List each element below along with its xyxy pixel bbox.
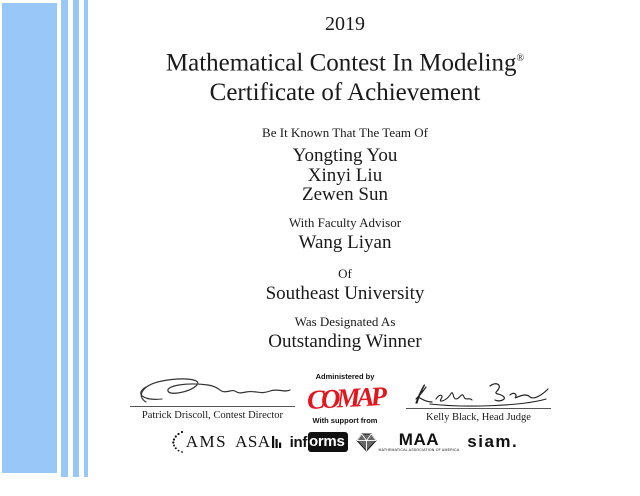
asa-logo (235, 432, 282, 452)
comap-logo: COMAP (306, 381, 384, 415)
maa-gem-icon (356, 433, 377, 452)
band-wide (2, 3, 57, 473)
siam-logo: siam. (467, 432, 519, 451)
of-label: Of (338, 266, 352, 282)
advisor-intro: With Faculty Advisor (288, 214, 402, 230)
contest-title (50, 44, 640, 78)
contest-director-signature-block (130, 374, 295, 422)
contest-director-name: Patrick Driscoll, Contest Director (141, 410, 284, 421)
team-member-1: Yongting You (292, 145, 398, 167)
black-signature-image (406, 378, 551, 410)
ams-text: AMS (185, 432, 228, 451)
team-member-2: Xinyi Liu (307, 164, 383, 186)
signature-line (406, 408, 551, 409)
ams-laurel-icon (172, 430, 185, 454)
signature-line (130, 406, 295, 407)
administered-by-label: Administered by (315, 372, 375, 381)
informs-box-text: orms (308, 432, 347, 452)
team-intro: Be It Known That The Team Of (262, 125, 428, 141)
asa-bars-icon (271, 433, 282, 451)
comap-block (275, 372, 415, 425)
certificate-content (50, 12, 640, 351)
maa-logo (356, 431, 460, 453)
ams-logo (172, 430, 227, 454)
contest-title-text: Mathematical Contest In Modeling (165, 49, 517, 77)
institution-name: Southeast University (265, 283, 425, 305)
team-member-3: Zewen Sun (301, 184, 388, 206)
head-judge-name: Kelly Black, Head Judge (426, 412, 531, 423)
registered-mark: ® (516, 53, 525, 64)
maa-text-stack (379, 431, 460, 453)
with-support-from-label: With support from (312, 416, 378, 425)
year: 2019 (325, 13, 365, 35)
sponsor-logos-row (50, 429, 640, 455)
designation-intro: Was Designated As (294, 313, 396, 329)
certificate-subtitle: Certificate of Achievement (209, 79, 481, 107)
designation: Outstanding Winner (268, 330, 422, 352)
asa-text: ASA (235, 432, 271, 451)
driscoll-signature-image (132, 374, 294, 408)
informs-prefix: inf (289, 433, 308, 451)
informs-logo (290, 432, 348, 452)
head-judge-signature-block (406, 378, 551, 424)
advisor-name: Wang Liyan (298, 231, 392, 253)
maa-text: MAA (398, 430, 440, 450)
maa-caption: MATHEMATICAL ASSOCIATION OF AMERICA (378, 448, 460, 453)
